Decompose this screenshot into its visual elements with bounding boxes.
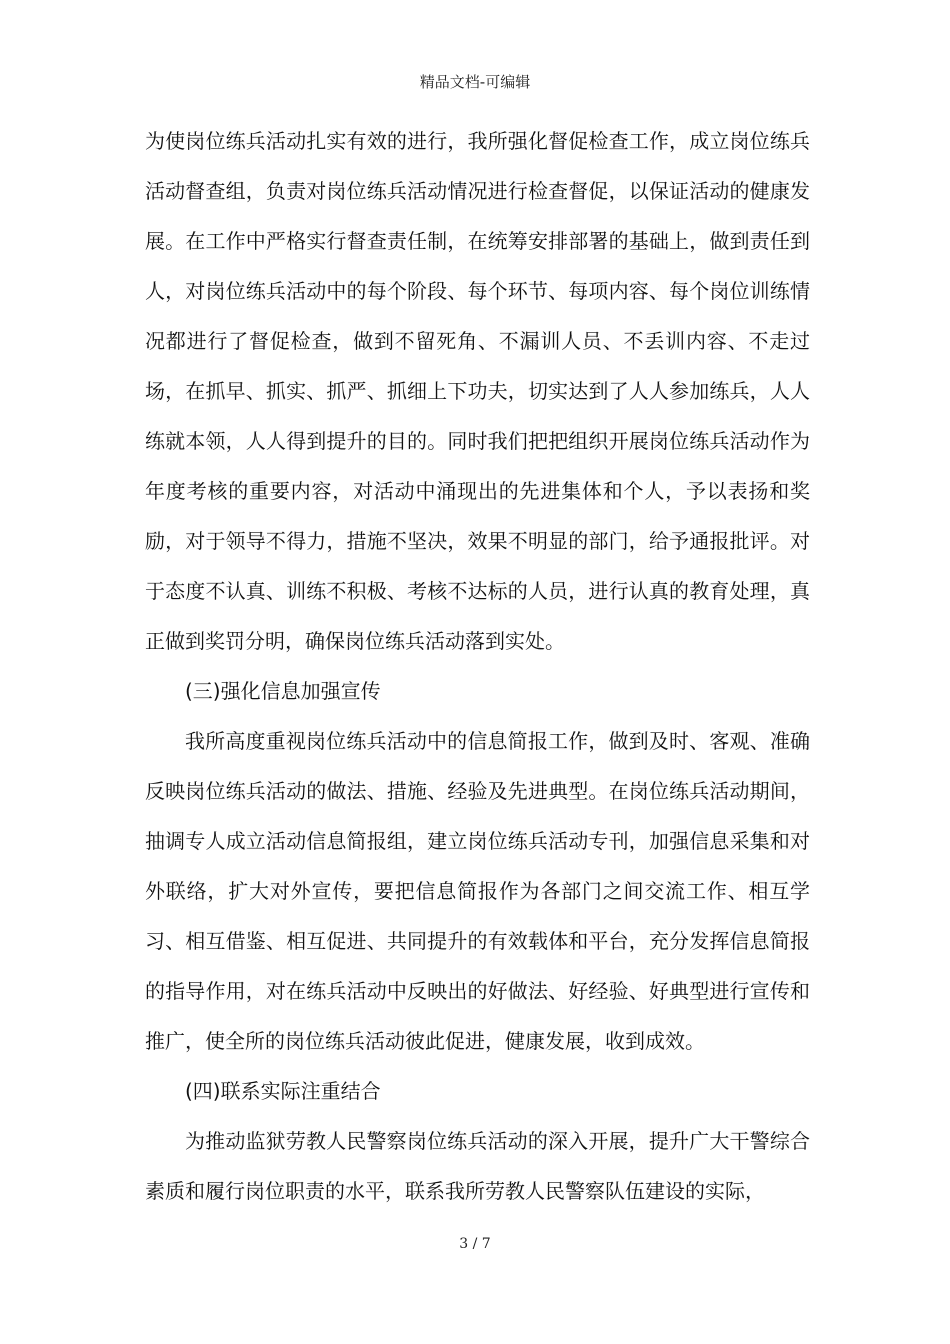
section-heading-4: (四)联系实际注重结合 bbox=[185, 1079, 381, 1103]
page-number: 3 / 7 bbox=[459, 1236, 491, 1252]
paragraph-publicity: 我所高度重视岗位练兵活动中的信息简报工作，做到及时、客观、准确反映岗位练兵活动的做法、措施、经验及先进典型。在岗位练兵活动期间，抽调专人成立活动信息简报组，建立岗位练兵活动专刊，加强信息采集和对外联络，扩大对外宣传，要把信息简报作为各部门之间交流工作、相互学习、相互借鉴、相互促进、共同提升的有效载体和平台，充分发挥信息简报的指导作用，对在练兵活动中反映出的好做法、好经验、好典型进行宣传和推广，使全所的岗位练兵活动彼此促进，健康发展，收到成效。 bbox=[145, 729, 810, 1053]
paragraph-practice: 为推动监狱劳教人民警察岗位练兵活动的深入开展，提升广大干警综合素质和履行岗位职责的水平，联系我所劳教人民警察队伍建设的实际， bbox=[145, 1129, 810, 1203]
page-header: 精品文档-可编辑 bbox=[419, 73, 531, 91]
document-body bbox=[145, 116, 810, 1216]
paragraph-supervision: 为使岗位练兵活动扎实有效的进行，我所强化督促检查工作，成立岗位练兵活动督查组，负责对岗位练兵活动情况进行检查督促，以保证活动的健康发展。在工作中严格实行督查责任制，在统筹安排部署的基础上，做到责任到人，对岗位练兵活动中的每个阶段、每个环节、每项内容、每个岗位训练情况都进行了督促检查，做到不留死角、不漏训人员、不丢训内容、不走过场，在抓早、抓实、抓严、抓细上下功夫，切实达到了人人参加练兵，人人练就本领，人人得到提升的目的。同时我们把把组织开展岗位练兵活动作为年度考核的重要内容，对活动中涌现出的先进集体和个人，予以表扬和奖励，对于领导不得力，措施不坚决，效果不明显的部门，给予通报批评。对于态度不认真、训练不积极、考核不达标的人员，进行认真的教育处理，真正做到奖罚分明，确保岗位练兵活动落到实处。 bbox=[145, 129, 810, 653]
section-heading-3: (三)强化信息加强宣传 bbox=[185, 679, 381, 703]
